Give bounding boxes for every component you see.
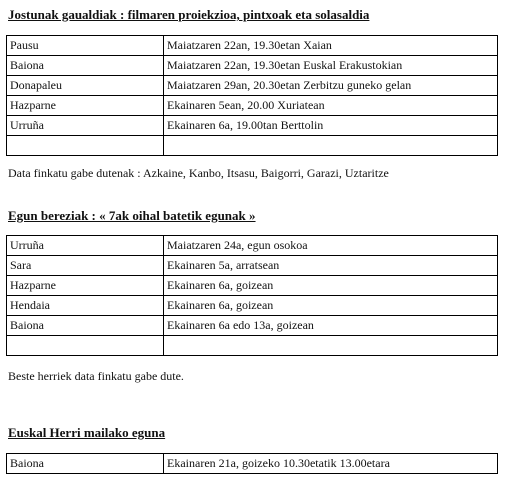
date-cell: Ekainaren 5ean, 20.00 Xuriatean <box>164 96 498 116</box>
place-cell <box>7 336 164 356</box>
date-cell <box>164 336 498 356</box>
table-row <box>7 56 498 76</box>
date-cell: Maiatzaren 22an, 19.30etan Xaian <box>164 36 498 56</box>
place-cell: Hendaia <box>7 296 164 316</box>
place-cell: Urruña <box>7 116 164 136</box>
place-cell: Baiona <box>7 56 164 76</box>
table-row <box>7 276 498 296</box>
schedule-table-jostunak <box>6 35 498 156</box>
schedule-table-euskal-herri <box>6 453 498 474</box>
place-cell: Urruña <box>7 236 164 256</box>
date-cell: Ekainaren 21a, goizeko 10.30etatik 13.00etara <box>164 454 498 474</box>
date-cell: Maiatzaren 24a, egun osokoa <box>164 236 498 256</box>
date-cell: Ekainaren 6a, goizean <box>164 276 498 296</box>
table-row-empty <box>7 336 498 356</box>
table-row <box>7 256 498 276</box>
date-cell: Ekainaren 5a, arratsean <box>164 256 498 276</box>
place-cell: Hazparne <box>7 276 164 296</box>
section-heading-egun-bereziak: Egun bereziak : « 7ak oihal batetik egunak » <box>8 208 256 223</box>
date-cell <box>164 136 498 156</box>
place-cell: Donapaleu <box>7 76 164 96</box>
table-row <box>7 36 498 56</box>
section-heading-jostunak: Jostunak gaualdiak : filmaren proiekzioa, pintxoak eta solasaldia <box>8 7 370 22</box>
schedule-table-egun-bereziak <box>6 235 498 356</box>
table-row <box>7 116 498 136</box>
date-cell: Ekainaren 6a edo 13a, goizean <box>164 316 498 336</box>
place-cell: Pausu <box>7 36 164 56</box>
table-row <box>7 296 498 316</box>
section-note-jostunak: Data finkatu gabe dutenak : Azkaine, Kanbo, Itsasu, Baigorri, Garazi, Uztaritze <box>8 166 389 180</box>
date-cell: Ekainaren 6a, 19.00tan Berttolin <box>164 116 498 136</box>
date-cell: Maiatzaren 22an, 19.30etan Euskal Erakustokian <box>164 56 498 76</box>
table-row-empty <box>7 136 498 156</box>
place-cell <box>7 136 164 156</box>
section-note-egun-bereziak: Beste herriek data finkatu gabe dute. <box>8 369 184 383</box>
place-cell: Baiona <box>7 316 164 336</box>
table-row <box>7 96 498 116</box>
date-cell: Ekainaren 6a, goizean <box>164 296 498 316</box>
place-cell: Hazparne <box>7 96 164 116</box>
table-row <box>7 316 498 336</box>
table-row <box>7 454 498 474</box>
place-cell: Sara <box>7 256 164 276</box>
section-heading-euskal-herri: Euskal Herri mailako eguna <box>8 425 166 440</box>
date-cell: Maiatzaren 29an, 20.30etan Zerbitzu guneko gelan <box>164 76 498 96</box>
table-row <box>7 236 498 256</box>
place-cell: Baiona <box>7 454 164 474</box>
table-row <box>7 76 498 96</box>
